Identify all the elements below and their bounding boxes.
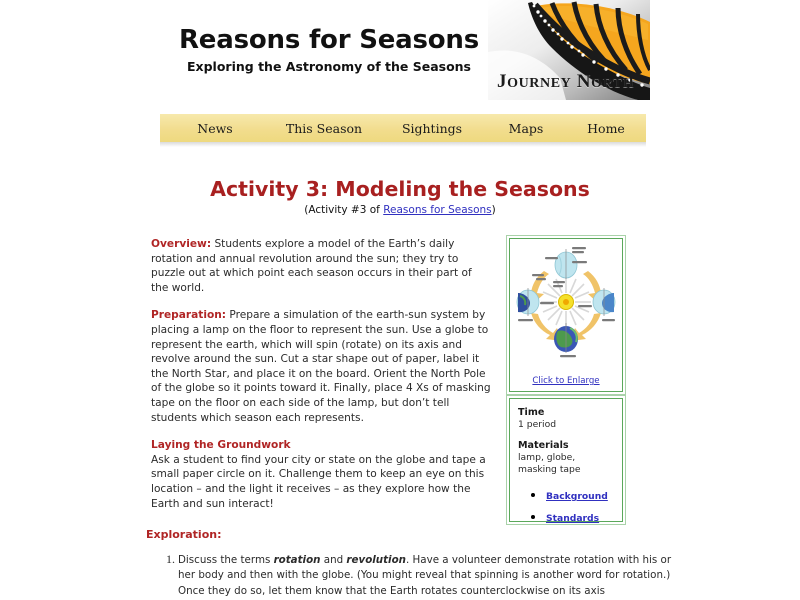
wordmark-ourney: OURNEY	[507, 76, 572, 91]
wordmark-orth: ORTH	[591, 76, 635, 91]
preparation-paragraph	[151, 308, 491, 425]
exploration-heading: Exploration:	[146, 528, 222, 541]
background-link[interactable]: Background	[546, 491, 608, 502]
click-to-enlarge-link[interactable]: Click to Enlarge	[532, 376, 600, 386]
seasons-diagram[interactable]	[514, 243, 618, 361]
list-item	[178, 552, 678, 599]
list-item	[546, 508, 615, 526]
groundwork-heading: Laying the Groundwork	[151, 439, 291, 452]
wordmark-n: N	[576, 71, 592, 92]
exploration-item-part3: . Have a volunteer demonstrate rotation with his or her body and then with the globe. (You might reveal that spinning is another word for rotation.) Once they do so, let them know that the Earth rotates counterclockwise on its axis	[178, 554, 672, 597]
materials-label: Materials	[518, 440, 569, 451]
page-subtitle-suffix: )	[491, 204, 496, 216]
preparation-label: Preparation:	[151, 309, 227, 322]
main-text-column	[151, 237, 491, 511]
reasons-for-seasons-link[interactable]: Reasons for Seasons	[383, 204, 492, 216]
site-header	[0, 0, 800, 103]
nav-item-news[interactable]: News	[197, 120, 233, 136]
exploration-list	[152, 552, 678, 599]
exploration-item-em1: rotation	[273, 554, 321, 566]
standards-link[interactable]: Standards	[546, 513, 600, 524]
page-title: Activity 3: Modeling the Seasons	[210, 177, 590, 201]
main-navigation	[160, 114, 646, 142]
nav-item-this-season[interactable]: This Season	[285, 120, 363, 136]
earth-orbit-diagram-icon	[514, 243, 618, 361]
nav-item-maps[interactable]: Maps	[508, 120, 544, 136]
nav-item-sightings[interactable]: Sightings	[401, 120, 463, 136]
nav-item-home[interactable]: Home	[587, 120, 625, 136]
site-subtitle: Exploring the Astronomy of the Seasons	[187, 59, 471, 75]
preparation-text: Prepare a simulation of the earth-sun system by placing a lamp on the floor to represent the sun. Use a globe to represent the earth, which will spin (rotate) on its axis and revolve around the sun. Cut a star shape out of paper, label it the North Star, and place it on the board. Orient the North Pole of the globe so it points toward it. Finally, place 4 Xs of masking tape on the floor on each side of the lamp, but don’t tell students which season each represents.	[151, 309, 491, 424]
wordmark-j: J	[497, 71, 508, 92]
overview-text: Students explore a model of the Earth’s daily rotation and annual revolution around the sun; they try to puzzle out at which point each season occurs in their part of the world.	[151, 238, 472, 294]
nav-drop-shadow	[160, 142, 646, 147]
time-value: 1 period	[518, 419, 557, 430]
list-item	[546, 486, 615, 504]
journey-north-wordmark	[497, 71, 634, 93]
figure-box	[509, 238, 623, 392]
info-box	[509, 398, 623, 522]
page-subtitle-prefix: (Activity #3 of	[304, 204, 384, 216]
info-box-links	[518, 486, 615, 526]
materials-value: lamp, globe, masking tape	[518, 452, 581, 475]
page-subtitle	[140, 204, 660, 216]
time-label: Time	[518, 407, 545, 418]
header-title-block	[164, 27, 494, 74]
site-title: Reasons for Seasons	[178, 25, 480, 55]
info-box-content	[510, 399, 622, 536]
groundwork-paragraph: Ask a student to find your city or state on the globe and tape a small paper circle on it. Challenge them to keep an eye on this location – and the light it receives – as they explore how the Earth and sun interact!	[151, 453, 486, 510]
overview-paragraph	[151, 237, 491, 295]
overview-label: Overview:	[151, 238, 212, 250]
exploration-item-part2: and	[320, 554, 347, 566]
exploration-item-em2: revolution	[346, 554, 406, 566]
exploration-item-part1: Discuss the terms	[178, 554, 274, 566]
journey-north-logo[interactable]	[488, 0, 650, 100]
